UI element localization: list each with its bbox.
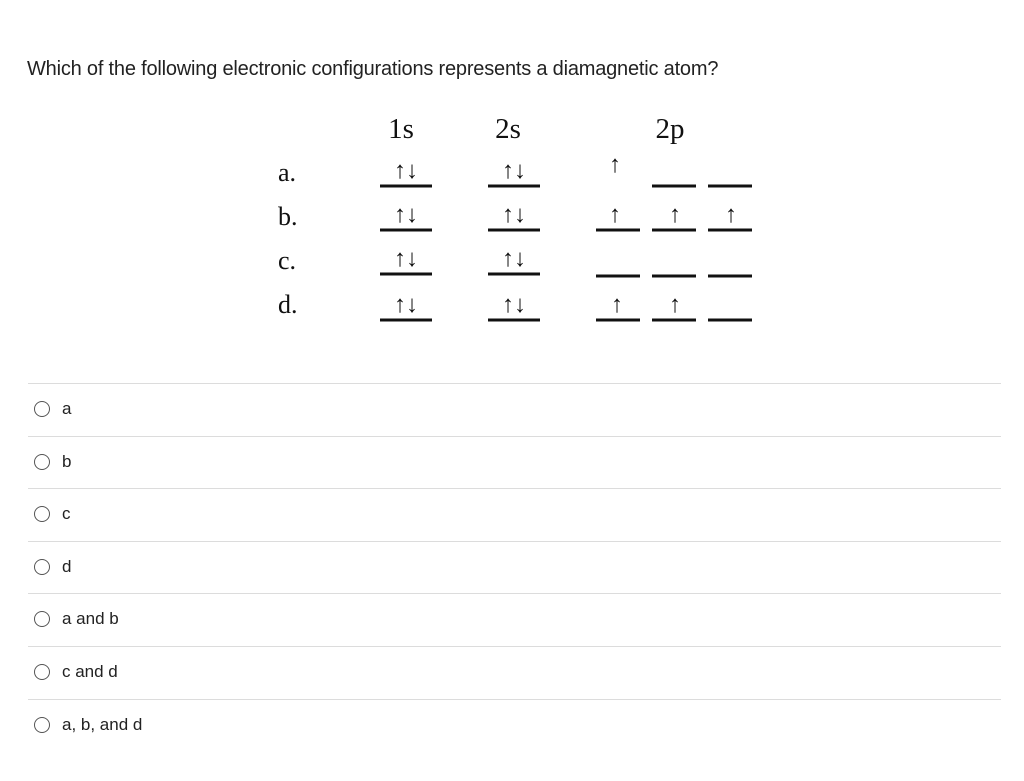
option-d[interactable] — [28, 542, 1001, 595]
row-d-2s-electrons: ↑↓ — [502, 292, 526, 318]
option-c[interactable] — [28, 489, 1001, 542]
option-b[interactable] — [28, 437, 1001, 490]
answer-options — [28, 383, 1001, 752]
option-label[interactable]: a — [62, 399, 72, 418]
radio-button-icon[interactable] — [34, 401, 50, 417]
option-a[interactable] — [28, 384, 1001, 437]
row-a-2p-1-electrons: ↑ — [609, 152, 621, 178]
option-label[interactable]: a and b — [62, 609, 119, 629]
row-b-2p-3-electrons: ↑ — [725, 202, 737, 228]
option-a-b-and-d[interactable] — [28, 700, 1001, 753]
option-label[interactable]: c and d — [62, 661, 118, 681]
radio-button-icon[interactable] — [34, 611, 50, 627]
option-label[interactable]: c — [62, 504, 71, 524]
option-a-and-b[interactable] — [28, 594, 1001, 647]
radio-button-icon[interactable] — [34, 664, 50, 680]
option-label[interactable]: b — [62, 451, 72, 471]
row-label-b: b. — [278, 202, 298, 231]
option-label[interactable]: a, b, and d — [62, 714, 143, 734]
row-a-1s-electrons: ↑↓ — [394, 158, 418, 184]
row-label-d: d. — [278, 290, 298, 319]
orbital-diagram-svg — [0, 0, 1024, 360]
question-text: Which of the following electronic configurations represents a diamagnetic atom? — [27, 58, 719, 80]
orbital-diagram — [0, 0, 1024, 360]
row-a-2s-electrons: ↑↓ — [502, 158, 526, 184]
radio-button-icon[interactable] — [34, 506, 50, 522]
row-d-2p-2-electrons: ↑ — [669, 292, 681, 318]
row-b-1s-electrons: ↑↓ — [394, 202, 418, 228]
row-d-2p-1-electrons: ↑ — [611, 292, 623, 318]
row-b-2p-2-electrons: ↑ — [669, 202, 681, 228]
header-2p: 2p — [655, 113, 685, 145]
header-2s: 2s — [495, 113, 521, 145]
radio-button-icon[interactable] — [34, 559, 50, 575]
radio-button-icon[interactable] — [34, 454, 50, 470]
row-label-c: c. — [278, 246, 297, 275]
option-label[interactable]: d — [62, 556, 72, 576]
header-1s: 1s — [388, 113, 414, 145]
row-label-a: a. — [278, 158, 297, 187]
radio-button-icon[interactable] — [34, 717, 50, 733]
row-d-1s-electrons: ↑↓ — [394, 292, 418, 318]
row-b-2s-electrons: ↑↓ — [502, 202, 526, 228]
row-c-2s-electrons: ↑↓ — [502, 246, 526, 272]
row-c-1s-electrons: ↑↓ — [394, 246, 418, 272]
row-b-2p-1-electrons: ↑ — [609, 202, 621, 228]
option-c-and-d[interactable] — [28, 647, 1001, 700]
